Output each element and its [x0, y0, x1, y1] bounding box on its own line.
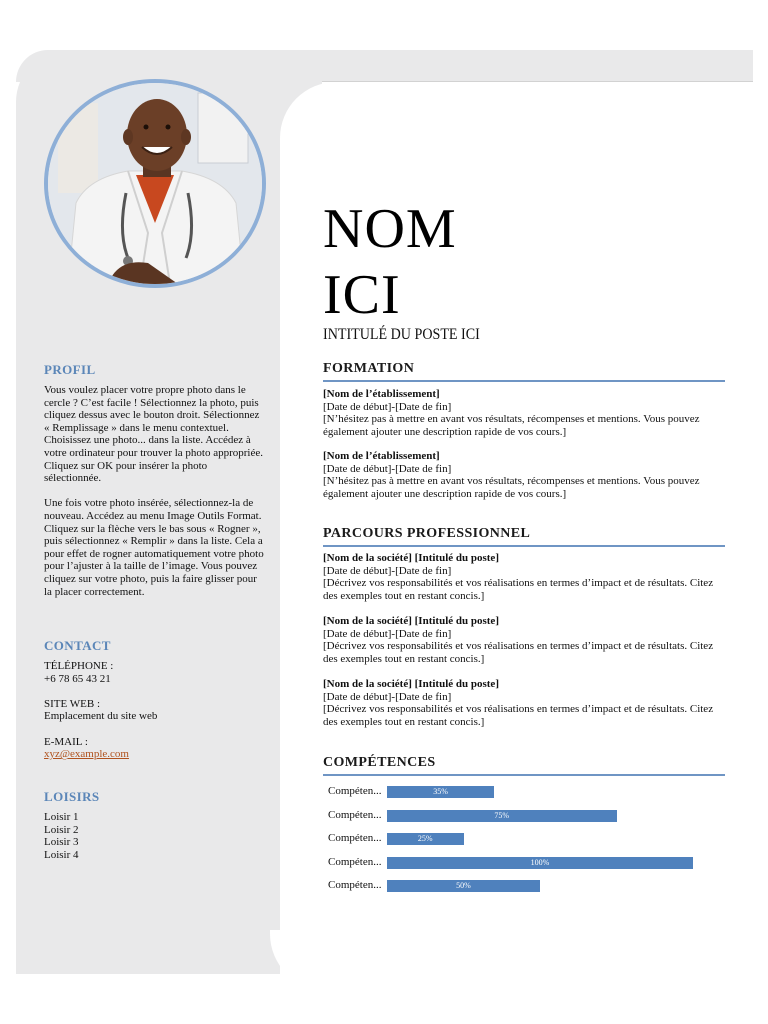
contact-heading: CONTACT [44, 638, 111, 653]
institution-name: [Nom de l’établissement] [323, 388, 440, 400]
institution-name: [Nom de l’établissement] [323, 450, 440, 462]
loisirs-heading: LOISIRS [44, 789, 100, 804]
candidate-name [323, 196, 457, 328]
entry-dates: [Date de début]-[Date de fin] [323, 400, 452, 413]
company-position: [Nom de la société] [Intitulé du poste] [323, 678, 499, 690]
profil-paragraph-2: Une fois votre photo insérée, sélectionnez-la de nouveau. Accédez au menu Image Outils Format. Cliquez sur la flèche vers le bas sous « Rogner », puis sélectionnez « Remplir » dans la liste. Cela a pour effet de rogner automatiquement votre photo pour l’ajuster à la taille de l’image. Vous pouvez cliquez sur votre photo, puis la faire glisser pour la placer correctement. [44, 497, 264, 598]
skill-bar: 35% [387, 786, 494, 798]
profil-paragraph-1: Vous voulez placer votre propre photo dans le cercle ? C’est facile ! Sélectionnez la photo, puis cliquez dessus avec le bouton droit. Sélectionnez « Remplissage » dans le menu contextuel. Choisissez une photo... dans la liste. Accédez à votre ordinateur pour trouver la photo appropriée. Cliquez sur OK pour insérer la photo sélectionnée. [44, 384, 264, 485]
skill-row [323, 831, 723, 855]
entry-description: [Décrivez vos responsabilités et vos réalisations en termes d’impact et de résultats. Citez des exemples tout en restant concis.] [323, 640, 714, 665]
loisir-item: Loisir 3 [44, 836, 79, 849]
parcours-entry [323, 678, 728, 728]
formation-heading: FORMATION [323, 361, 725, 382]
skill-label: Compéten... [328, 879, 382, 891]
phone-label: TÉLÉPHONE : [44, 660, 114, 672]
entry-dates: [Date de début]-[Date de fin] [323, 564, 452, 577]
loisirs-list [44, 811, 264, 861]
skill-bar: 100% [387, 857, 693, 869]
entry-dates: [Date de début]-[Date de fin] [323, 462, 452, 475]
entry-description: [N’hésitez pas à mettre en avant vos résultats, récompenses et mentions. Vous pouvez également ajouter une description rapide de vos cours.] [323, 475, 700, 500]
company-position: [Nom de la société] [Intitulé du poste] [323, 615, 499, 627]
website-label: SITE WEB : [44, 697, 101, 710]
skill-row [323, 878, 723, 902]
parcours-entry [323, 552, 728, 602]
parcours-entry [323, 615, 728, 665]
skill-label: Compéten... [328, 832, 382, 844]
contact-block [44, 660, 264, 761]
email-link[interactable]: xyz@example.com [44, 748, 129, 761]
skill-row [323, 784, 723, 808]
entry-dates: [Date de début]-[Date de fin] [323, 627, 452, 640]
skill-row [323, 808, 723, 832]
competences-heading: COMPÉTENCES [323, 755, 725, 776]
entry-description: [Décrivez vos responsabilités et vos réalisations en termes d’impact et de résultats. Citez des exemples tout en restant concis.] [323, 703, 714, 728]
formation-entry [323, 388, 728, 438]
name-line-1: NOM [323, 198, 457, 260]
top-band [16, 50, 753, 82]
website-value: Emplacement du site web [44, 710, 158, 723]
phone-value: +6 78 65 43 21 [44, 672, 111, 685]
skill-row [323, 855, 723, 879]
skills-chart [323, 784, 723, 902]
skill-label: Compéten... [328, 808, 382, 821]
skill-label: Compéten... [328, 785, 382, 797]
email-label: E-MAIL : [44, 735, 88, 748]
loisir-item: Loisir 1 [44, 811, 79, 823]
parcours-heading: PARCOURS PROFESSIONNEL [323, 526, 725, 547]
profil-text [44, 384, 264, 598]
loisir-item: Loisir 2 [44, 823, 79, 836]
entry-description: [Décrivez vos responsabilités et vos réalisations en termes d’impact et de résultats. Citez des exemples tout en restant concis.] [323, 577, 714, 602]
company-position: [Nom de la société] [Intitulé du poste] [323, 552, 499, 564]
formation-entry [323, 450, 728, 500]
loisir-item: Loisir 4 [44, 848, 79, 861]
name-line-2: ICI [323, 264, 401, 326]
entry-description: [N’hésitez pas à mettre en avant vos résultats, récompenses et mentions. Vous pouvez également ajouter une description rapide de vos cours.] [323, 413, 700, 438]
profil-heading: PROFIL [44, 362, 96, 377]
skill-bar: 75% [387, 810, 617, 822]
profile-photo[interactable] [44, 79, 266, 288]
entry-dates: [Date de début]-[Date de fin] [323, 690, 452, 703]
doctor-portrait-illustration [48, 83, 262, 284]
skill-label: Compéten... [328, 855, 382, 868]
skill-bar: 50% [387, 880, 540, 892]
job-title: INTITULÉ DU POSTE ICI [323, 326, 480, 343]
skill-bar: 25% [387, 833, 464, 845]
